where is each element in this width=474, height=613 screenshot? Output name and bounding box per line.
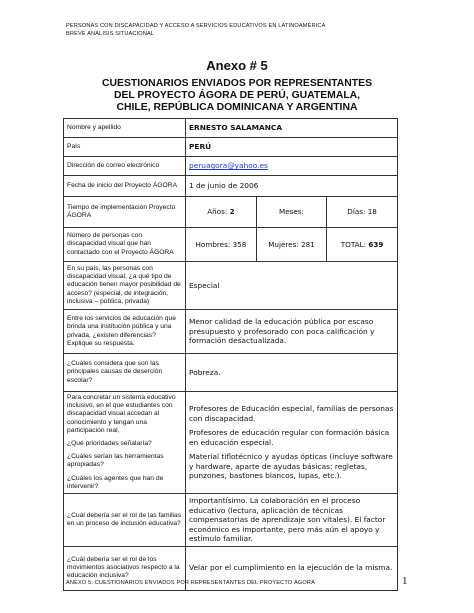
label-nombre: Nombre y apellido	[64, 119, 186, 138]
row-diferencias	[64, 310, 398, 354]
dias-value: 18	[367, 207, 377, 217]
subtitle-line-3: CHILE, REPÚBLICA DOMINICANA Y ARGENTINA	[116, 102, 358, 113]
label-tiempo: Tiempo de implementación Proyecto ÁGORA	[64, 197, 186, 228]
annex-subtitle	[66, 78, 408, 114]
value-movimientos: Velar por el cumplimiento en la ejecución de la misma.	[186, 546, 398, 590]
label-causas: ¿Cuáles considera que son las principales causas de deserción escolar?	[64, 354, 186, 392]
label-familias: ¿Cuál debería ser el rol de las familias en un proceso de inclusión educativa?	[64, 494, 186, 547]
value-familias: Importantísimo. La colaboración en el proceso educativo (lectura, aplicación de técnicas compensatorias de aprendizaje son vitales). El factor económico es importante, pero más aún el apoyo y estímulo familiar.	[186, 494, 398, 547]
row-email	[64, 157, 398, 176]
value-sistema-1: Profesores de Educación especial, familias de personas con discapacidad.	[189, 404, 394, 423]
hombres-value: 358	[232, 239, 247, 249]
row-fecha	[64, 176, 398, 197]
label-sistema-intro: Para concretar un sistema educativo inclusivo, en el que estudiantes con discapacidad visual accedan al conocimiento y tengan una participación real,	[67, 394, 176, 434]
value-diferencias: Menor calidad de la educación pública por escaso presupuesto y profesorado con poca calificación y formación desactualizada.	[186, 310, 398, 354]
tiempo-grid	[186, 197, 397, 227]
total-cell: TOTAL: 639	[327, 228, 397, 261]
value-fecha: 1 de junio de 2006	[186, 176, 398, 197]
subtitle-line-1: CUESTIONARIOS ENVIADOS POR REPRESENTANTES	[102, 78, 372, 89]
subtitle-line-2: DEL PROYECTO ÁGORA DE PERÚ, GUATEMALA,	[113, 90, 361, 101]
label-movimientos: ¿Cuál debería ser el rol de los movimientos asociativos respecto a la educación inclusiva?	[64, 546, 186, 590]
questionnaire-table	[63, 118, 398, 591]
mujeres-value: 281	[301, 239, 315, 249]
value-nombre: ERNESTO SALAMANCA	[186, 119, 398, 138]
value-pais: PERÚ	[186, 138, 398, 157]
email-link[interactable]: peruagora@yahoo.es	[189, 161, 268, 171]
header-line-2: BREVE ANÁLISIS SITUACIONAL	[66, 31, 155, 37]
label-fecha: Fecha de inicio del Proyecto ÁGORA	[64, 176, 186, 197]
meses-cell: Meses:	[256, 197, 326, 227]
value-tipo-educacion: Especial	[186, 262, 398, 310]
row-causas	[64, 354, 398, 392]
personas-grid	[186, 228, 397, 261]
label-sistema-prioridades: ¿Qué prioridades señalaría?	[67, 440, 152, 448]
page-number: 1	[402, 575, 408, 587]
label-sistema-herramientas: ¿Cuáles serían las herramientas apropiadas?	[67, 453, 164, 469]
mujeres-cell: Mujeres: 281	[256, 228, 326, 261]
total-value: 639	[368, 239, 384, 249]
hombres-cell: Hombres: 358	[195, 239, 247, 249]
label-email: Dirección de correo electrónico	[64, 157, 186, 176]
running-footer: ANEXO 5: CUESTIONARIOS ENVIADOS POR REPRESENTANTES DEL PROYECTO ÁGORA	[66, 580, 315, 586]
anos-value: 2	[229, 207, 235, 217]
row-pais	[64, 138, 398, 157]
row-nombre	[64, 119, 398, 138]
row-sistema	[64, 392, 398, 494]
dias-cell: Días: 18	[327, 197, 397, 227]
value-causas: Pobreza.	[186, 354, 398, 392]
value-sistema-2: Profesores de educación regular con formación básica en educación especial.	[189, 428, 390, 447]
label-tipo-educacion: En su país, las personas con discapacidad visual, ¿a qué tipo de educación tienen mayor posibilidad de acceso? (especial, de integración, inclusiva – pública, privada)	[64, 262, 186, 310]
header-line-1: PERSONAS CON DISCAPACIDAD Y ACCESO A SERVICIOS EDUCATIVOS EN LATINOAMÉRICA	[66, 23, 326, 29]
row-personas	[64, 228, 398, 262]
row-tipo-educacion	[64, 262, 398, 310]
running-header	[66, 22, 325, 38]
label-pais: País	[64, 138, 186, 157]
value-sistema-3: Material tiflotécnico y ayudas ópticas (incluye software y hardware, aparte de ayudas básicas: regletas, punzones, bastones blancos, lupas, etc.).	[189, 452, 393, 481]
anos-cell: Años: 2	[207, 207, 235, 217]
label-diferencias: Entre los servicios de educación que brinda una institución pública y una privada, ¿existen diferencias? Explique su respuesta.	[64, 310, 186, 354]
row-tiempo	[64, 197, 398, 228]
label-sistema-agentes: ¿Cuáles los agentes que han de intervenir?	[67, 474, 164, 490]
label-personas: Número de personas con discapacidad visual que han contactado con el Proyecto ÁGORA	[64, 228, 186, 262]
annex-title: Anexo # 5	[206, 58, 268, 73]
row-familias	[64, 494, 398, 547]
